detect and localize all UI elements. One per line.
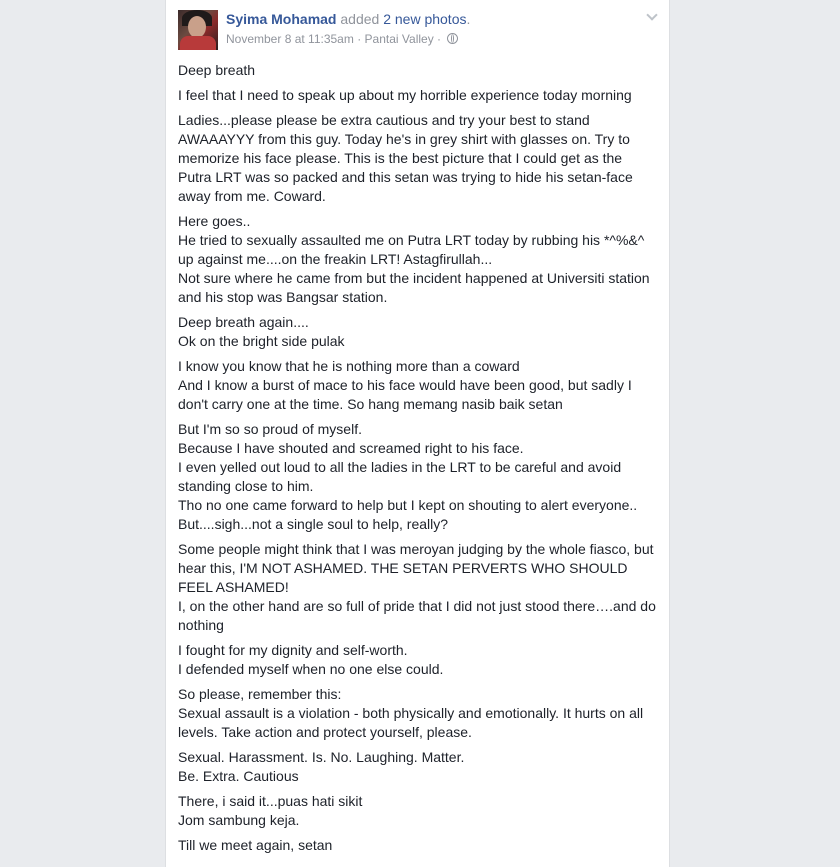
post-header [166, 0, 669, 54]
post-paragraph [178, 313, 658, 351]
author-name-link[interactable]: Syima Mohamad [226, 11, 337, 27]
post-line: I defended myself when no one else could. [178, 661, 444, 677]
post-line: So please, remember this: [178, 686, 342, 702]
post-paragraph [178, 61, 658, 80]
post-paragraph [178, 836, 658, 855]
post-paragraph [178, 540, 658, 635]
post-paragraph [178, 641, 658, 679]
post-timestamp-link[interactable]: November 8 at 11:35am [226, 32, 354, 46]
author-line [226, 10, 470, 28]
post-line: Ladies...please please be extra cautious and try your best to stand AWAAAYYY from this guy. Today he's in grey shirt with glasses on. Try to memorize his face please. This is the best picture that I could get as the Putra LRT was so packed and this setan was trying to hide his setan-face away from me. Coward. [178, 112, 633, 204]
post-paragraph [178, 792, 658, 830]
post-line: I, on the other hand are so full of pride that I did not just stood there….and do nothing [178, 598, 656, 633]
post-line: Deep breath [178, 62, 256, 78]
post-paragraph [178, 420, 658, 534]
chevron-down-icon[interactable] [645, 10, 659, 22]
post-line: Jom sambung keja. [178, 812, 300, 828]
post-paragraph [178, 357, 658, 414]
action-text: added [340, 11, 380, 27]
post-line: Till we meet again, setan [178, 837, 333, 853]
post-line: I fought for my dignity and self-worth. [178, 642, 408, 658]
post-paragraph [178, 111, 658, 206]
post-meta [226, 31, 458, 47]
post-line: Some people might think that I was meroyan judging by the whole fiasco, but hear this, I'M NOT ASHAMED. THE SETAN PERVERTS WHO SHOULD FEEL ASHAMED! [178, 541, 654, 595]
avatar[interactable] [178, 10, 218, 50]
post-line: Because I have shouted and screamed right to his face. [178, 440, 524, 456]
post-line: Sexual assault is a violation - both physically and emotionally. It hurts on all levels. Take action and protect yourself, please. [178, 705, 644, 740]
post-line: I feel that I need to speak up about my horrible experience today morning [178, 87, 632, 103]
action-end: . [466, 11, 471, 27]
meta-separator: · [437, 32, 442, 46]
post-line: But I'm so so proud of myself. [178, 421, 362, 437]
post-paragraph [178, 748, 658, 786]
location-link[interactable]: Pantai Valley [364, 32, 434, 46]
post-line: Be. Extra. Cautious [178, 768, 299, 784]
post-line: And I know a burst of mace to his face would have been good, but sadly I don't carry one at the time. So hang memang nasib baik setan [178, 377, 632, 412]
post-line: Deep breath again.... [178, 314, 309, 330]
post-line: There, i said it...puas hati sikit [178, 793, 363, 809]
post-line: I even yelled out loud to all the ladies in the LRT to be careful and avoid standing close to him. [178, 459, 622, 494]
post-line: Ok on the bright side pulak [178, 333, 345, 349]
post-card [165, 0, 670, 867]
post-line: He tried to sexually assaulted me on Putra LRT today by rubbing his *^%&^ up against me....on the freakin LRT! Astagfirullah... [178, 232, 645, 267]
photos-link[interactable]: 2 new photos [383, 11, 467, 27]
post-line: Sexual. Harassment. Is. No. Laughing. Matter. [178, 749, 465, 765]
post-line: Tho no one came forward to help but I kept on shouting to alert everyone.. [178, 497, 638, 513]
post-line: Not sure where he came from but the incident happened at Universiti station and his stop was Bangsar station. [178, 270, 650, 305]
post-line: But....sigh...not a single soul to help, really? [178, 516, 449, 532]
post-paragraph [178, 86, 658, 105]
meta-separator: · [357, 32, 362, 46]
post-paragraph [178, 212, 658, 307]
post-paragraph [178, 685, 658, 742]
post-line: Here goes.. [178, 213, 251, 229]
globe-icon[interactable] [447, 33, 458, 44]
post-line: I know you know that he is nothing more than a coward [178, 358, 520, 374]
post-text [178, 61, 658, 861]
